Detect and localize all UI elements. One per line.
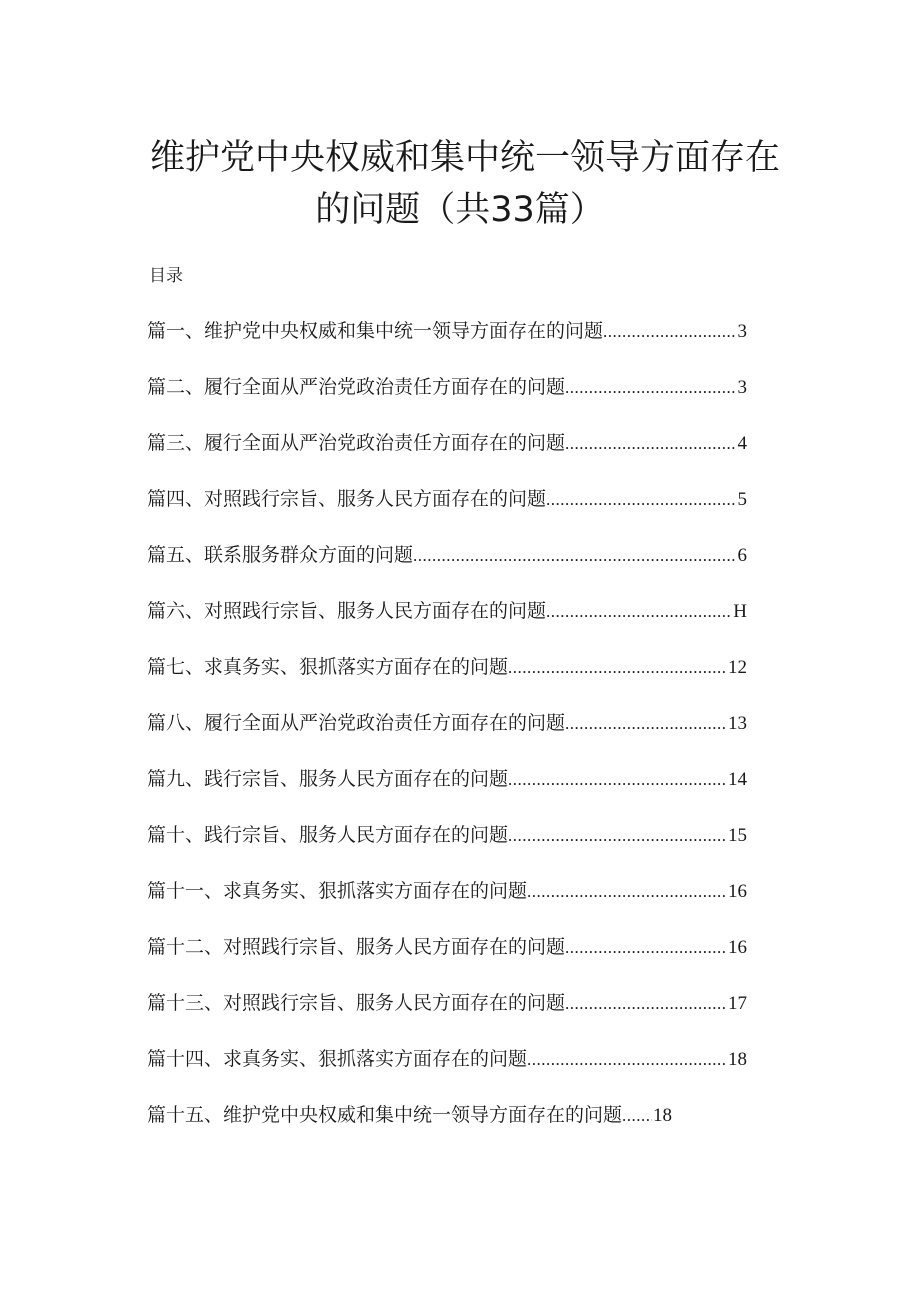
toc-entry-page: 13 [728, 713, 747, 734]
toc-entry-label: 篇十、践行宗旨、服务人民方面存在的问题 [147, 824, 509, 846]
toc-entry-label: 篇十一、求真务实、狠抓落实方面存在的问题 [147, 880, 528, 902]
toc-dot-leader [546, 598, 732, 626]
toc-entry-page: 17 [728, 993, 747, 1014]
toc-entry[interactable] [147, 541, 747, 597]
toc-entry[interactable] [147, 429, 747, 485]
toc-entry[interactable] [147, 653, 747, 709]
toc-entry-label: 篇一、维护党中央权威和集中统一领导方面存在的问题 [147, 320, 604, 342]
toc-dot-leader [565, 934, 727, 962]
toc-entry-label: 篇七、求真务实、狠抓落实方面存在的问题 [147, 656, 509, 678]
document-title [150, 132, 781, 236]
toc-entry-page: 6 [737, 545, 747, 566]
table-of-contents [147, 317, 747, 1157]
toc-entry-label: 篇十三、对照践行宗旨、服务人民方面存在的问题 [147, 992, 566, 1014]
toc-entry[interactable] [147, 317, 747, 373]
toc-entry-page: 15 [728, 825, 747, 846]
toc-entry-label: 篇六、对照践行宗旨、服务人民方面存在的问题 [147, 600, 547, 622]
toc-entry[interactable] [147, 709, 747, 765]
toc-entry-label: 篇三、履行全面从严治党政治责任方面存在的问题 [147, 432, 566, 454]
toc-entry-page: 18 [653, 1105, 673, 1126]
title-line-2: 的问题（共33篇） [315, 190, 605, 230]
toc-entry-label: 篇十四、求真务实、狠抓落实方面存在的问题 [147, 1048, 528, 1070]
toc-entry-page: 4 [737, 433, 747, 454]
toc-entry-page: 3 [737, 321, 747, 342]
toc-dot-leader [508, 822, 727, 850]
toc-entry-label: 篇五、联系服务群众方面的问题 [147, 544, 414, 566]
toc-dot-leader [565, 990, 727, 1018]
toc-dot-leader [527, 878, 727, 906]
toc-entry-label: 篇十二、对照践行宗旨、服务人民方面存在的问题 [147, 936, 566, 958]
toc-entry-page: 16 [728, 881, 747, 902]
toc-heading: 目录 [149, 266, 183, 286]
toc-dot-leader [565, 374, 736, 402]
toc-entry[interactable] [147, 877, 747, 933]
toc-entry-page: 14 [728, 769, 747, 790]
toc-entry[interactable] [147, 821, 747, 877]
toc-dot-leader [546, 486, 736, 514]
toc-dot-leader [527, 1046, 727, 1074]
toc-entry-page: 12 [728, 657, 747, 678]
toc-entry[interactable] [147, 373, 747, 429]
toc-entry[interactable] [147, 597, 747, 653]
toc-entry[interactable] [147, 765, 747, 821]
toc-entry-page: H [733, 601, 747, 622]
toc-entry-page: 16 [728, 937, 747, 958]
toc-dot-leader [508, 766, 727, 794]
toc-entry-label: 篇九、践行宗旨、服务人民方面存在的问题 [147, 768, 509, 790]
toc-entry-page: 3 [737, 377, 747, 398]
toc-entry-page: 18 [728, 1049, 747, 1070]
toc-entry[interactable] [147, 933, 747, 989]
toc-entry[interactable] [147, 485, 747, 541]
toc-dot-leader [622, 1102, 652, 1130]
toc-dot-leader [565, 430, 736, 458]
title-line-1: 维护党中央权威和集中统一领导方面存在 [150, 138, 781, 178]
toc-entry-page: 5 [737, 489, 747, 510]
toc-dot-leader [413, 542, 736, 570]
toc-dot-leader [508, 654, 727, 682]
toc-dot-leader [603, 318, 736, 346]
toc-entry-label: 篇十五、维护党中央权威和集中统一领导方面存在的问题 [147, 1104, 623, 1126]
toc-entry-label: 篇二、履行全面从严治党政治责任方面存在的问题 [147, 376, 566, 398]
toc-entry[interactable] [147, 1101, 692, 1157]
toc-entry-label: 篇八、履行全面从严治党政治责任方面存在的问题 [147, 712, 566, 734]
toc-entry[interactable] [147, 1045, 747, 1101]
toc-entry[interactable] [147, 989, 747, 1045]
toc-dot-leader [565, 710, 727, 738]
toc-entry-label: 篇四、对照践行宗旨、服务人民方面存在的问题 [147, 488, 547, 510]
